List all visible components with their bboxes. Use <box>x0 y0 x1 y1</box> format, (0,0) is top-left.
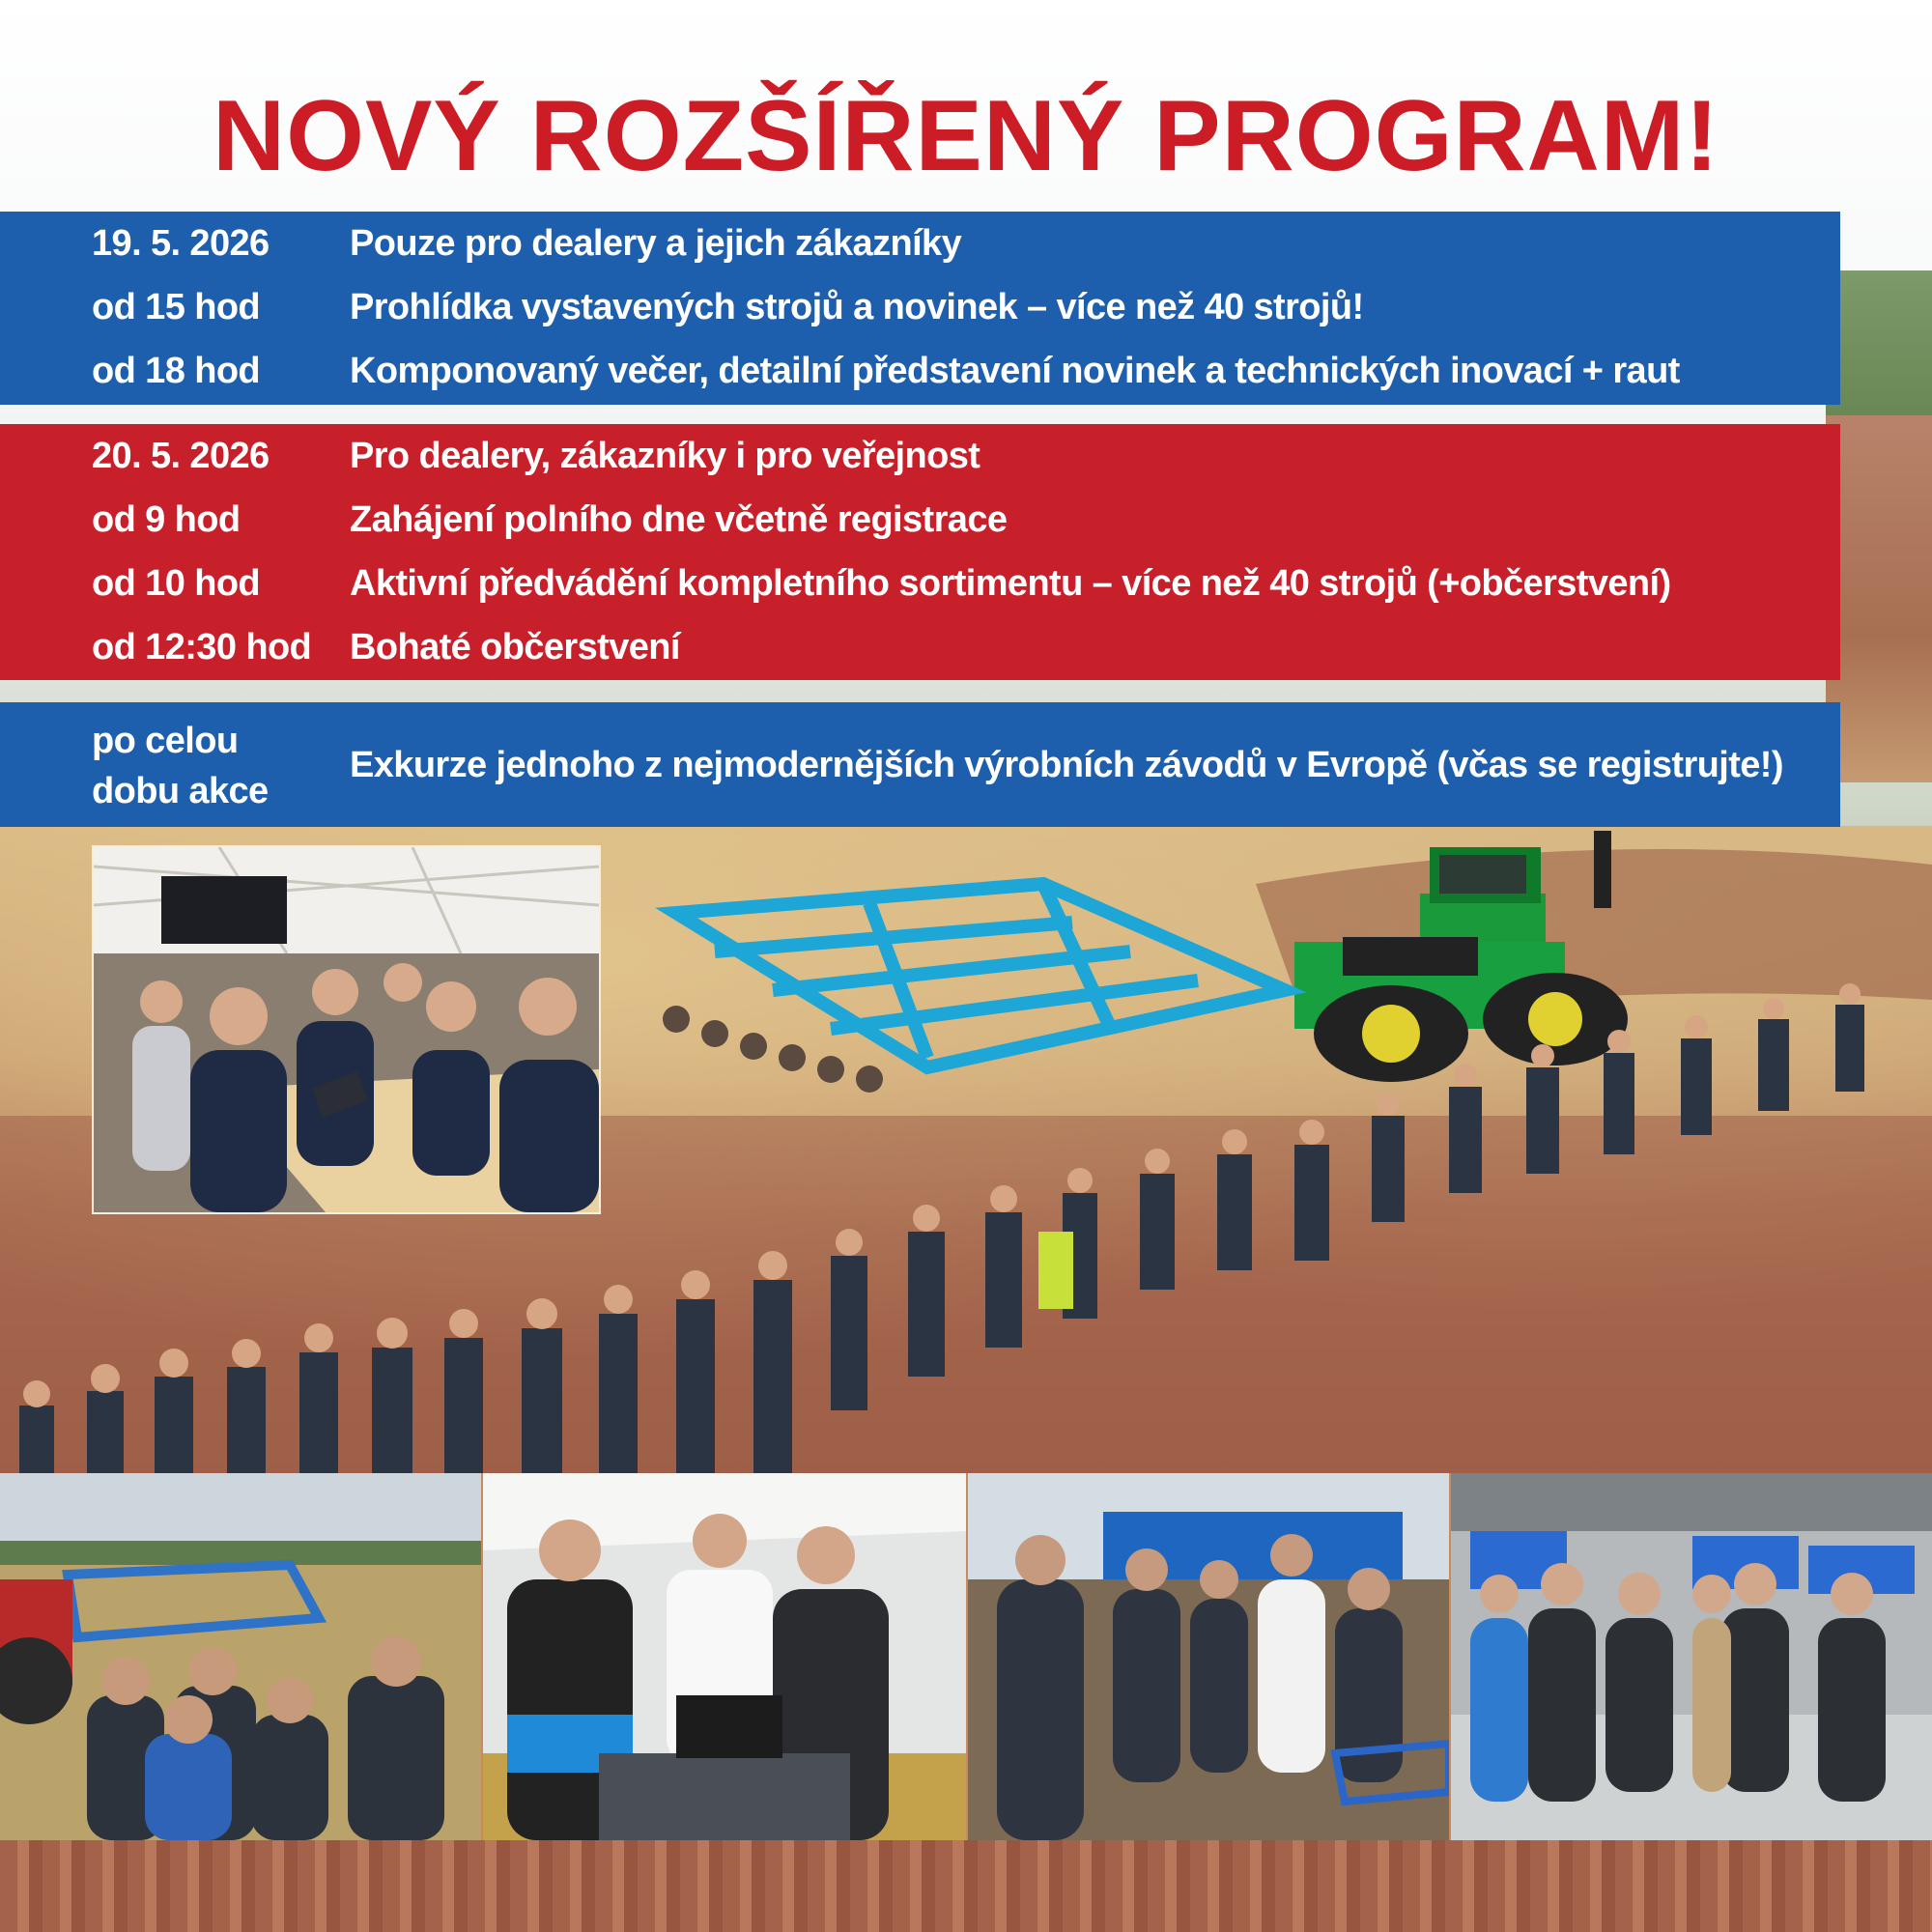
photo-field-crowd <box>0 1473 481 1840</box>
schedule-time-line: po celou <box>92 721 239 761</box>
schedule-desc: Aktivní předvádění kompletního sortimentu – více než 40 strojů (+občerstvení) <box>350 563 1671 604</box>
schedule-desc: Pro dealery, zákazníky i pro veřejnost <box>350 436 980 476</box>
schedule-row <box>0 424 1840 488</box>
schedule-time: 19. 5. 2026 <box>92 223 270 264</box>
photo-field-presentation <box>968 1473 1449 1840</box>
schedule-desc: Zahájení polního dne včetně registrace <box>350 499 1008 540</box>
schedule-desc: Bohaté občerstvení <box>350 627 680 668</box>
schedule-time-line: dobu akce <box>92 771 269 811</box>
schedule-row <box>0 339 1840 403</box>
schedule-desc: Komponovaný večer, detailní představení novinek a technických inovací + raut <box>350 351 1680 391</box>
soil-strip <box>0 1840 1932 1932</box>
blue-cultivator <box>676 884 1285 1067</box>
schedule-row <box>0 275 1840 339</box>
schedule-desc: Prohlídka vystavených strojů a novinek – více než 40 strojů! <box>350 287 1364 327</box>
page-title: NOVÝ ROZŠÍŘENÝ PROGRAM! <box>213 80 1719 192</box>
field-presentation-illustration <box>968 1473 1449 1840</box>
schedule-row <box>0 488 1840 552</box>
schedule-desc: Pouze pro dealery a jejich zákazníky <box>350 223 962 264</box>
schedule-time: od 18 hod <box>92 351 261 391</box>
schedule-band-day1 <box>0 212 1840 405</box>
schedule-band-day2 <box>0 424 1840 680</box>
photo-factory-hall <box>1451 1473 1932 1840</box>
tablet-demo-illustration <box>483 1473 966 1840</box>
photo-tablet-demo <box>483 1473 966 1840</box>
inset-photo-tent-meeting <box>92 845 601 1214</box>
schedule-row <box>0 212 1840 275</box>
schedule-time: od 9 hod <box>92 499 241 540</box>
field-strip-right <box>1826 415 1932 782</box>
schedule-desc: Exkurze jednoho z nejmodernějších výrobních závodů v Evropě (včas se registrujte!) <box>350 745 1783 785</box>
schedule-time: od 12:30 hod <box>92 627 312 668</box>
factory-hall-illustration <box>1451 1473 1932 1840</box>
schedule-time: od 10 hod <box>92 563 261 604</box>
field-crowd-illustration <box>0 1473 481 1840</box>
schedule-row <box>0 552 1840 615</box>
schedule-band-all <box>0 702 1840 827</box>
schedule-time: od 15 hod <box>92 287 261 327</box>
schedule-time: 20. 5. 2026 <box>92 436 270 476</box>
schedule-time <box>92 716 269 816</box>
schedule-row <box>0 615 1840 679</box>
tent-meeting-illustration <box>94 847 599 1212</box>
